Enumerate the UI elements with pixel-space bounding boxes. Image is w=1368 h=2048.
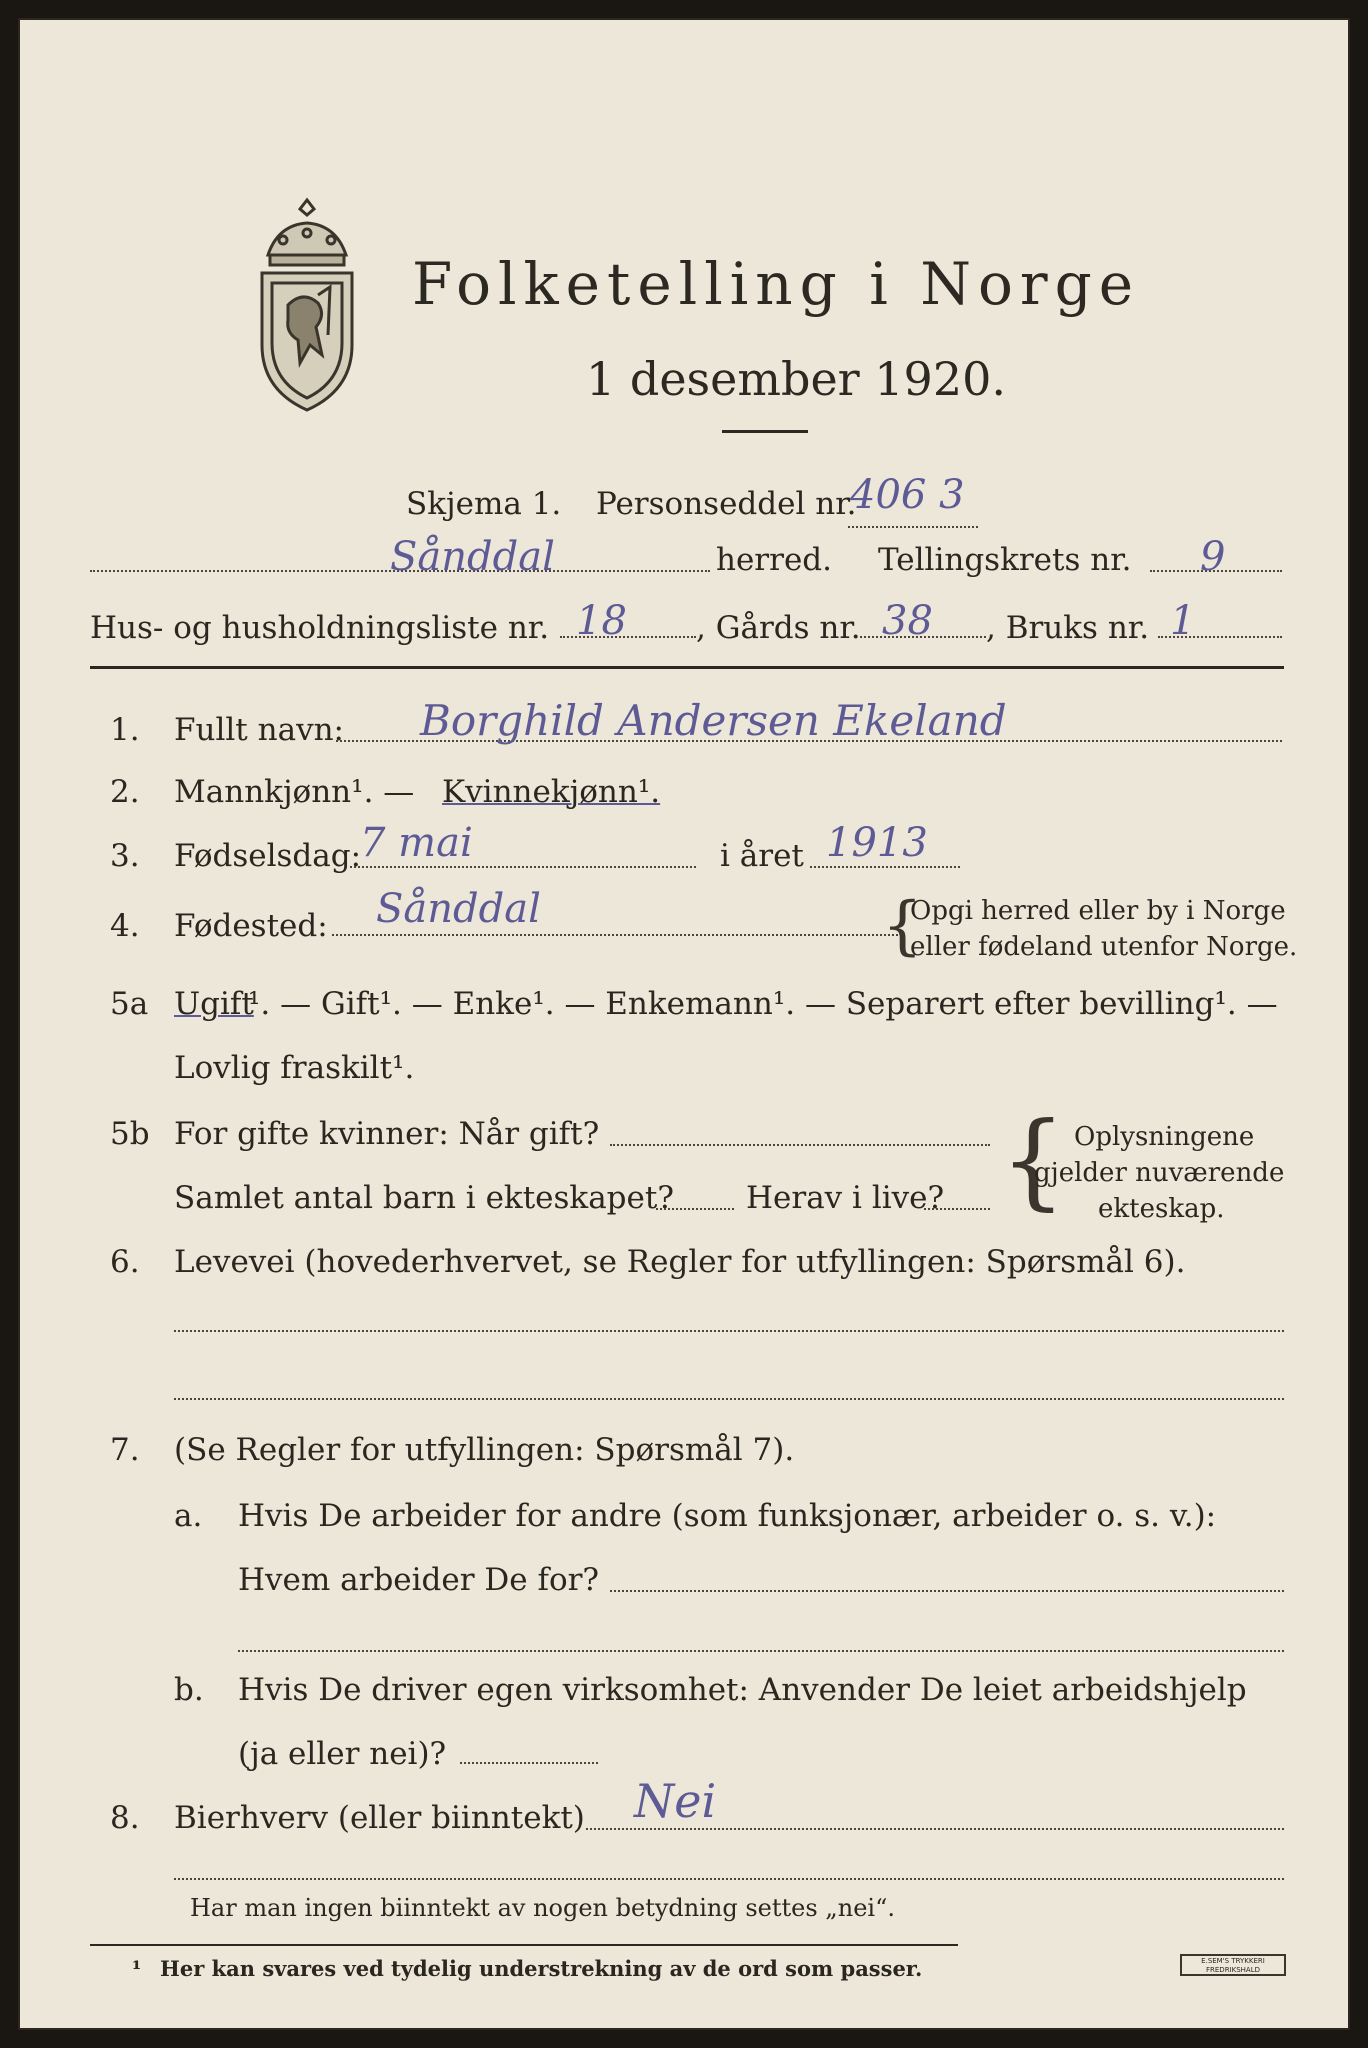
q7a-letter: a. [174,1498,203,1534]
norwegian-coat-of-arms-icon [248,195,366,417]
q7-label: (Se Regler for utfyllingen: Spørsmål 7). [174,1432,795,1468]
q4-note-line1: Opgi herred eller by i Norge [910,896,1286,926]
q1-label: Fullt navn: [174,712,344,748]
q2-female-option: Kvinnekjønn¹. [442,774,661,810]
census-date: 1 desember 1920. [586,352,1006,406]
personseddel-value: 406 3 [850,472,965,518]
q3-label: Fødselsdag: [174,838,362,874]
bruks-label: , Bruks nr. [986,610,1150,646]
q5b-alive-label: Herav i live? [746,1180,945,1216]
q1-full-name-value: Borghild Andersen Ekeland [420,696,1007,745]
q8-field-line-2 [174,1878,1284,1880]
skjema-label: Skjema 1. [406,486,562,522]
q3-year-field-line [810,866,960,868]
q2-male-option: Mannkjønn¹. — [174,774,415,810]
q8-number: 8. [110,1800,140,1836]
q8-value: Nei [634,1774,717,1828]
q3-year-value: 1913 [826,820,928,866]
q5b-note-line3: ekteskap. [1098,1194,1225,1224]
q5a-fraskilt-option: Lovlig fraskilt¹. [174,1050,415,1086]
gards-label: , Gårds nr. [696,610,861,646]
q5b-children-label: Samlet antal barn i ekteskapet? [174,1180,674,1216]
hus-value: 18 [576,598,627,644]
printer-stamp-text: E.SEM'S TRYKKERI FREDRIKSHALD [1201,1957,1265,1974]
bruks-value: 1 [1170,598,1196,644]
footnote-text: Her kan svares ved tydelig understrekning av de ord som passer. [160,1956,923,1981]
q5a-other-options: ¹. — Gift¹. — Enke¹. — Enkemann¹. — Separert efter bevilling¹. — [248,986,1278,1022]
q7b-yes-no-label: (ja eller nei)? [238,1736,447,1772]
q1-number: 1. [110,712,140,748]
q5b-alive-field-line [924,1208,990,1210]
q6-field-line-2 [174,1398,1284,1400]
gards-value: 38 [882,598,933,644]
q5b-note-line2: gjelder nuværende [1034,1158,1285,1188]
q4-note-line2: eller fødeland utenfor Norge. [910,932,1298,962]
q4-label: Fødested: [174,908,328,944]
q7a-question: Hvis De arbeider for andre (som funksjonær, arbeider o. s. v.): [238,1498,1217,1534]
tellingskrets-value: 9 [1200,534,1226,580]
q5a-number: 5a [110,986,149,1022]
q7b-field-line [460,1762,598,1764]
q4-birthplace-value: Sånddal [376,886,541,932]
census-form-page [18,18,1350,2030]
q5a-ugift-option: Ugift [174,986,254,1022]
q3-number: 3. [110,838,140,874]
q7b-letter: b. [174,1672,204,1708]
q7b-question: Hvis De driver egen virksomhet: Anvender De leiet arbeidshjelp [238,1672,1247,1708]
tellingskrets-label: Tellingskrets nr. [878,542,1132,578]
printer-stamp [1180,1954,1286,1976]
q2-number: 2. [110,774,140,810]
q4-field-line [332,934,898,936]
herred-value: Sånddal [390,534,555,580]
biinntekt-note: Har man ingen biinntekt av nogen betydning settes „nei“. [190,1894,895,1922]
q3-birthday-value: 7 mai [360,820,473,866]
q5b-number: 5b [110,1116,150,1152]
q3-field-line [350,866,696,868]
q8-field-line [586,1828,1284,1830]
q8-label: Bierhverv (eller biinntekt) [174,1800,585,1836]
q7a-employer-field-line [610,1590,1284,1592]
q4-note-brace: { [882,889,923,963]
q7a-employer-field-line-2 [238,1650,1284,1652]
q5b-note-brace: { [1000,1099,1067,1221]
q4-number: 4. [110,908,140,944]
hus-label: Hus- og husholdningsliste nr. [90,610,550,646]
q5b-married-when-label: For gifte kvinner: Når gift? [174,1116,600,1152]
q3-year-label: i året [720,838,804,874]
personseddel-field-line [848,526,978,528]
q5b-married-when-field-line [610,1144,990,1146]
q7-number: 7. [110,1432,140,1468]
herred-label: herred. [716,542,832,578]
header-divider [90,666,1284,669]
q5b-children-field-line [656,1208,734,1210]
q7a-employer-label: Hvem arbeider De for? [238,1562,600,1598]
q6-field-line-1 [174,1330,1284,1332]
footnote-divider [90,1944,958,1946]
footnote-mark: ¹ [132,1956,142,1981]
q6-number: 6. [110,1244,140,1280]
form-title: Folketelling i Norge [412,250,1141,318]
personseddel-label: Personseddel nr. [596,486,857,522]
q6-label: Levevei (hovederhvervet, se Regler for utfyllingen: Spørsmål 6). [174,1244,1186,1280]
title-divider [722,430,808,433]
q5b-note-line1: Oplysningene [1074,1122,1255,1152]
